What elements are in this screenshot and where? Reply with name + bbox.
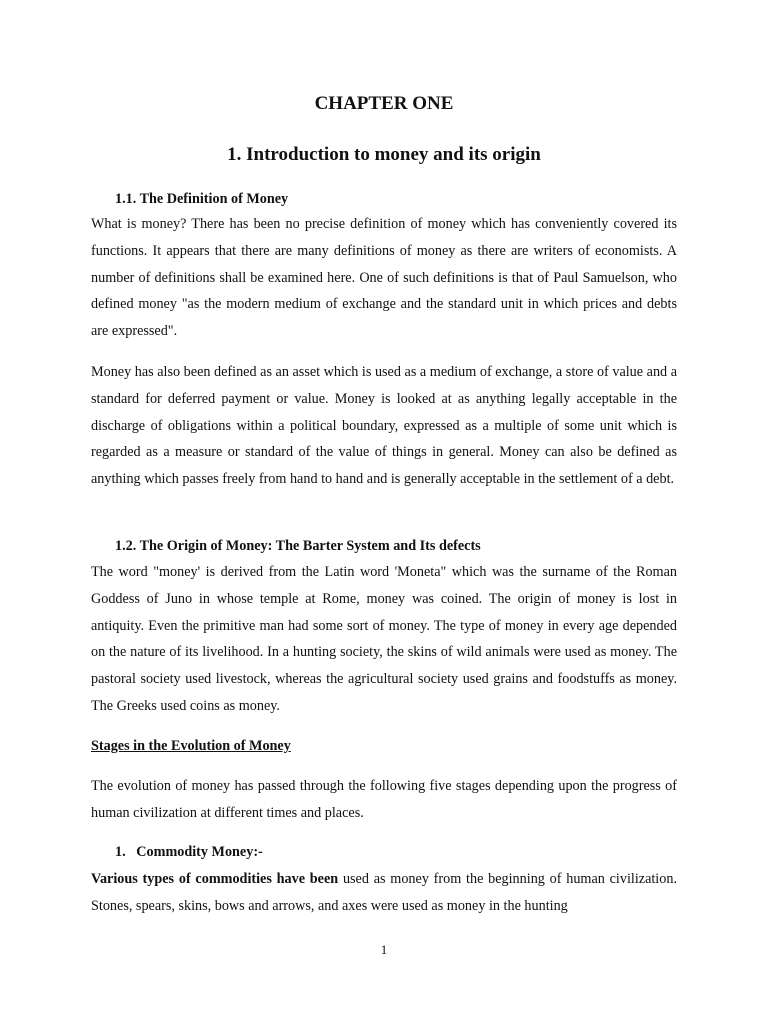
section-heading-origin: 1.2. The Origin of Money: The Barter System and Its defects bbox=[115, 538, 481, 554]
paragraph-commodity-money-bold: Various types of commodities have been bbox=[91, 871, 339, 887]
paragraph-origin: The word "money' is derived from the Latin word 'Moneta" which was the surname of the Roman Goddess of Juno in whose temple at Rome, money was coined. The origin of money is lost in antiquity. Even the primitive man had some sort of money. The type of money in every age depended on the nature of its livelihood. In a hunting society, the skins of wild animals were used as money. The pastoral society used livestock, whereas the agricultural society used grains and foodstuffs as money. The Greeks used coins as money. bbox=[91, 564, 677, 714]
paragraph-definition-1: What is money? There has been no precise definition of money which has conveniently covered its functions. It appears that there are many definitions of money as there are writers of economists. A number of definitions shall be examined here. One of such definitions is that of Paul Samuelson, who defined money "as the modern medium of exchange and the standard unit in which prices and debts are expressed". bbox=[91, 216, 677, 340]
paragraph-definition-2: Money has also been defined as an asset which is used as a medium of exchange, a store of value and a standard for deferred payment or value. Money is looked at as anything legally acceptable in the discharge of obligations within a political boundary, expressed as a multiple of some unit which is regarded as a measure or standard of the value of things in general. Money can also be defined as anything which passes freely from hand to hand and is generally acceptable in the settlement of a debt. bbox=[91, 364, 677, 488]
section-heading-definition: 1.1. The Definition of Money bbox=[115, 191, 289, 207]
chapter-title: 1. Introduction to money and its origin bbox=[227, 144, 541, 165]
section-heading-stages: Stages in the Evolution of Money bbox=[91, 738, 291, 754]
page-number: 1 bbox=[380, 942, 388, 957]
paragraph-commodity-money-text: used as money from the beginning of human civilization. Stones, spears, skins, bows and arrows, and axes were used as money in the hunting bbox=[91, 871, 677, 914]
paragraph-stages-intro: The evolution of money has passed through the following five stages depending upon the progress of human civilization at different times and places. bbox=[91, 778, 677, 821]
list-item-heading-commodity-money: 1. Commodity Money:- bbox=[115, 844, 263, 860]
chapter-heading: CHAPTER ONE bbox=[314, 93, 454, 114]
paragraph-commodity-money bbox=[91, 866, 677, 920]
